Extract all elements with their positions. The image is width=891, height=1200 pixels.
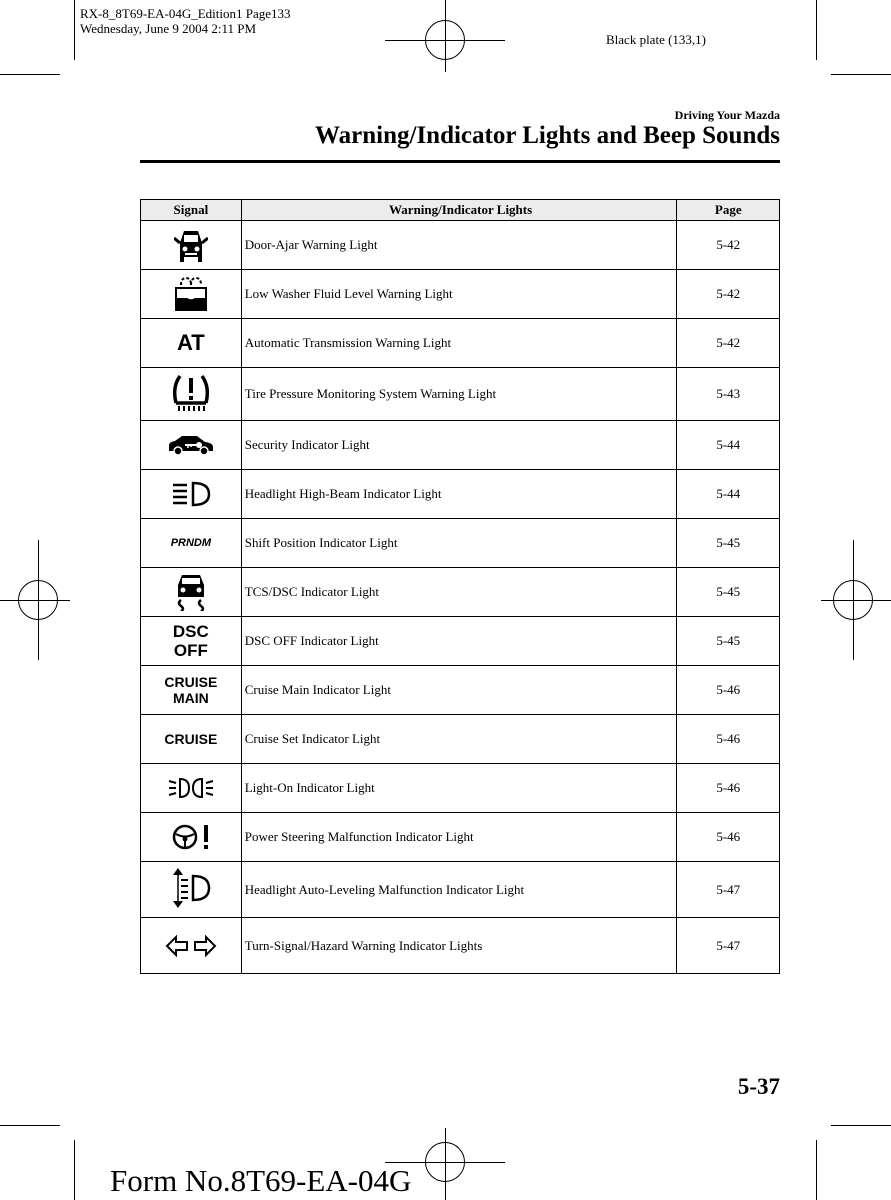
page-ref: 5-44 (677, 470, 780, 519)
signal-cell (141, 764, 242, 813)
registration-line (853, 540, 854, 660)
signal-cell (141, 470, 242, 519)
shift-position-icon: PRNDM (170, 536, 212, 549)
file-info-line1: RX-8_8T69-EA-04G_Edition1 Page133 (80, 6, 291, 21)
table-row (141, 617, 780, 666)
crop-mark (74, 0, 75, 60)
light-name: DSC OFF Indicator Light (241, 617, 677, 666)
page-ref: 5-42 (677, 221, 780, 270)
cruise-set-icon: CRUISE (164, 731, 218, 747)
high-beam-icon (161, 472, 221, 516)
title-rule (140, 160, 780, 163)
registration-line (445, 0, 446, 72)
file-info (80, 6, 291, 36)
page-title: Warning/Indicator Lights and Beep Sounds (315, 122, 780, 149)
washer-fluid-icon (161, 272, 221, 316)
page-ref: 5-45 (677, 617, 780, 666)
tire-pressure-icon (161, 371, 221, 415)
signal-cell (141, 918, 242, 974)
light-name: Headlight High-Beam Indicator Light (241, 470, 677, 519)
table-row (141, 862, 780, 918)
table-row (141, 519, 780, 568)
light-name: Shift Position Indicator Light (241, 519, 677, 568)
crop-mark (816, 1140, 817, 1200)
registration-line (38, 540, 39, 660)
page-ref: 5-42 (677, 319, 780, 368)
tcs-dsc-icon (161, 570, 221, 614)
page-ref: 5-47 (677, 918, 780, 974)
table-row (141, 319, 780, 368)
signal-cell (141, 813, 242, 862)
crop-mark (831, 74, 891, 75)
table-row (141, 813, 780, 862)
form-number: Form No.8T69-EA-04G (110, 1163, 412, 1198)
light-name: TCS/DSC Indicator Light (241, 568, 677, 617)
registration-line (0, 600, 70, 601)
turn-signal-hazard-icon (161, 924, 221, 968)
light-name: Headlight Auto-Leveling Malfunction Indicator Light (241, 862, 677, 918)
page-ref: 5-46 (677, 764, 780, 813)
crop-mark (0, 1125, 60, 1126)
crop-mark (0, 74, 60, 75)
light-name: Power Steering Malfunction Indicator Light (241, 813, 677, 862)
cruise-main-line1: CRUISE (164, 674, 218, 690)
plate-info: Black plate (133,1) (606, 32, 706, 47)
table-row (141, 221, 780, 270)
auto-leveling-icon (161, 866, 221, 910)
light-name: Automatic Transmission Warning Light (241, 319, 677, 368)
page-ref: 5-45 (677, 519, 780, 568)
dsc-off-icon (161, 619, 221, 663)
signal-cell (141, 270, 242, 319)
cruise-main-icon (161, 668, 221, 712)
section-label: Driving Your Mazda (674, 108, 780, 122)
page-number: 5-37 (737, 1074, 780, 1099)
page-ref: 5-47 (677, 862, 780, 918)
signal-cell (141, 617, 242, 666)
signal-cell (141, 568, 242, 617)
page-ref: 5-46 (677, 813, 780, 862)
page-ref: 5-46 (677, 715, 780, 764)
security-car-key-icon (161, 423, 221, 467)
crop-mark (74, 1140, 75, 1200)
light-name: Low Washer Fluid Level Warning Light (241, 270, 677, 319)
signal-cell (141, 715, 242, 764)
crop-mark (816, 0, 817, 60)
registration-line (445, 1128, 446, 1200)
table-row (141, 470, 780, 519)
signal-cell (141, 519, 242, 568)
lights-table (140, 199, 780, 974)
column-header-signal: Signal (141, 200, 242, 221)
registration-line (821, 600, 891, 601)
at-icon: AT (177, 330, 205, 355)
page-ref: 5-43 (677, 368, 780, 421)
table-row (141, 918, 780, 974)
light-name: Tire Pressure Monitoring System Warning Light (241, 368, 677, 421)
signal-cell (141, 862, 242, 918)
table-row (141, 666, 780, 715)
power-steering-icon (161, 815, 221, 859)
door-ajar-icon (161, 223, 221, 267)
light-on-icon (161, 766, 221, 810)
column-header-page: Page (677, 200, 780, 221)
signal-cell (141, 421, 242, 470)
page-ref: 5-45 (677, 568, 780, 617)
page-ref: 5-42 (677, 270, 780, 319)
light-name: Cruise Set Indicator Light (241, 715, 677, 764)
crop-mark (831, 1125, 891, 1126)
dsc-off-line2: OFF (173, 641, 208, 660)
light-name: Cruise Main Indicator Light (241, 666, 677, 715)
signal-cell (141, 666, 242, 715)
light-name: Light-On Indicator Light (241, 764, 677, 813)
page-ref: 5-44 (677, 421, 780, 470)
column-header-lights: Warning/Indicator Lights (241, 200, 677, 221)
table-row (141, 715, 780, 764)
cruise-main-line2: MAIN (172, 690, 209, 706)
file-info-line2: Wednesday, June 9 2004 2:11 PM (80, 21, 257, 36)
signal-cell (141, 368, 242, 421)
light-name: Security Indicator Light (241, 421, 677, 470)
dsc-off-line1: DSC (172, 622, 209, 641)
signal-cell (141, 221, 242, 270)
table-row (141, 568, 780, 617)
table-row (141, 270, 780, 319)
page-ref: 5-46 (677, 666, 780, 715)
light-name: Door-Ajar Warning Light (241, 221, 677, 270)
table-row (141, 764, 780, 813)
table-row (141, 421, 780, 470)
table-header-row (141, 200, 780, 221)
light-name: Turn-Signal/Hazard Warning Indicator Lights (241, 918, 677, 974)
signal-cell (141, 319, 242, 368)
table-row (141, 368, 780, 421)
